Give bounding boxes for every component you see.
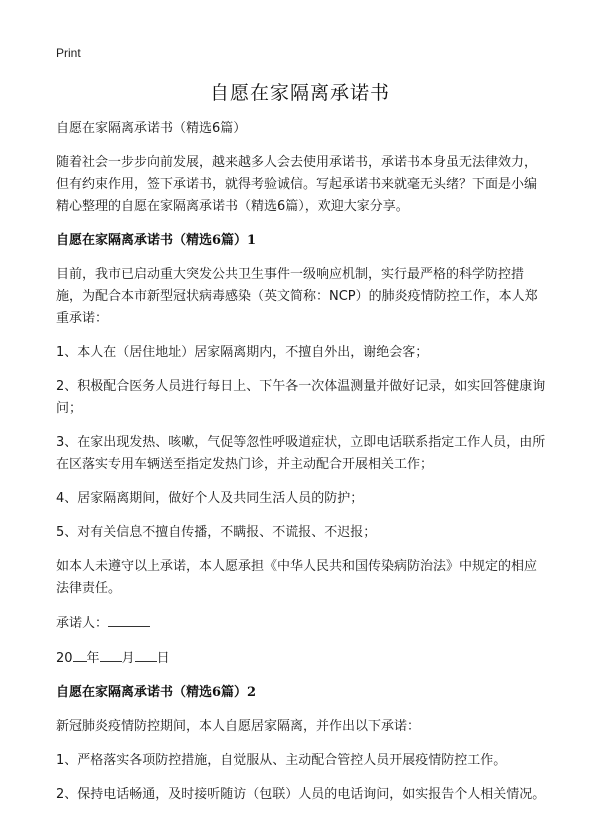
signer-label: 承诺人： xyxy=(56,616,109,631)
intro-paragraph: 随着社会一步步向前发展，越来越多人会去使用承诺书，承诺书本身虽无法律效力，但有约束作用，签下承诺书，就得考验诚信。写起承诺书来就毫无头绪？下面是小编精心整理的自愿在家隔离承诺书（精选6篇），欢迎大家分享。 xyxy=(56,155,538,214)
month-blank xyxy=(100,647,122,662)
print-label: Print xyxy=(56,46,81,60)
signer-blank xyxy=(108,612,150,627)
day-blank xyxy=(135,647,157,662)
section-1-closing: 如本人未遵守以上承诺，本人愿承担《中华人民共和国传染病防治法》中规定的相应法律责任。 xyxy=(56,559,538,596)
year-blank xyxy=(73,647,87,662)
section-1-item: 1、本人在（居住地址）居家隔离期内，不擅自外出，谢绝会客； xyxy=(56,345,429,360)
intro-subtitle: 自愿在家隔离承诺书（精选6篇） xyxy=(56,121,247,136)
section-1-item: 4、居家隔离期间，做好个人及共同生活人员的防护； xyxy=(56,491,364,506)
document-title: 自愿在家隔离承诺书 xyxy=(209,82,390,104)
section-2-heading: 自愿在家隔离承诺书（精选6篇）2 xyxy=(56,685,257,700)
section-1-item: 5、对有关信息不擅自传播，不瞒报、不谎报、不迟报； xyxy=(56,525,377,540)
section-1-heading: 自愿在家隔离承诺书（精选6篇）1 xyxy=(56,233,257,248)
section-2-item: 1、严格落实各项防控措施，自觉服从、主动配合管控人员开展疫情防控工作。 xyxy=(56,753,507,768)
document-body xyxy=(56,118,546,818)
section-1-item: 3、在家出现发热、咳嗽，气促等忽性呼吸道症状，立即电话联系指定工作人员，由所在区落实专用车辆送至指定发热门诊，并主动配合开展相关工作； xyxy=(56,435,546,472)
date-line xyxy=(56,647,546,670)
section-1-intro: 目前，我市已启动重大突发公共卫生事件一级响应机制，实行最严格的科学防控措施，为配合本市新型冠状病毒感染（英文简称：NCP）的肺炎疫情防控工作，本人郑重承诺： xyxy=(56,267,538,326)
date-year-label: 年 xyxy=(86,651,100,666)
date-prefix: 20 xyxy=(56,651,73,666)
signer-line xyxy=(56,612,546,635)
section-2-intro: 新冠肺炎疫情防控期间，本人自愿居家隔离，并作出以下承诺： xyxy=(56,719,421,734)
section-2-item: 2、保持电话畅通，及时接听随访（包联）人员的电话询问，如实报告个人相关情况。 xyxy=(56,787,546,802)
section-1-item: 2、积极配合医务人员进行每日上、下午各一次体温测量并做好记录，如实回答健康询问； xyxy=(56,379,546,416)
date-day-label: 日 xyxy=(156,651,170,666)
date-month-label: 月 xyxy=(121,651,135,666)
